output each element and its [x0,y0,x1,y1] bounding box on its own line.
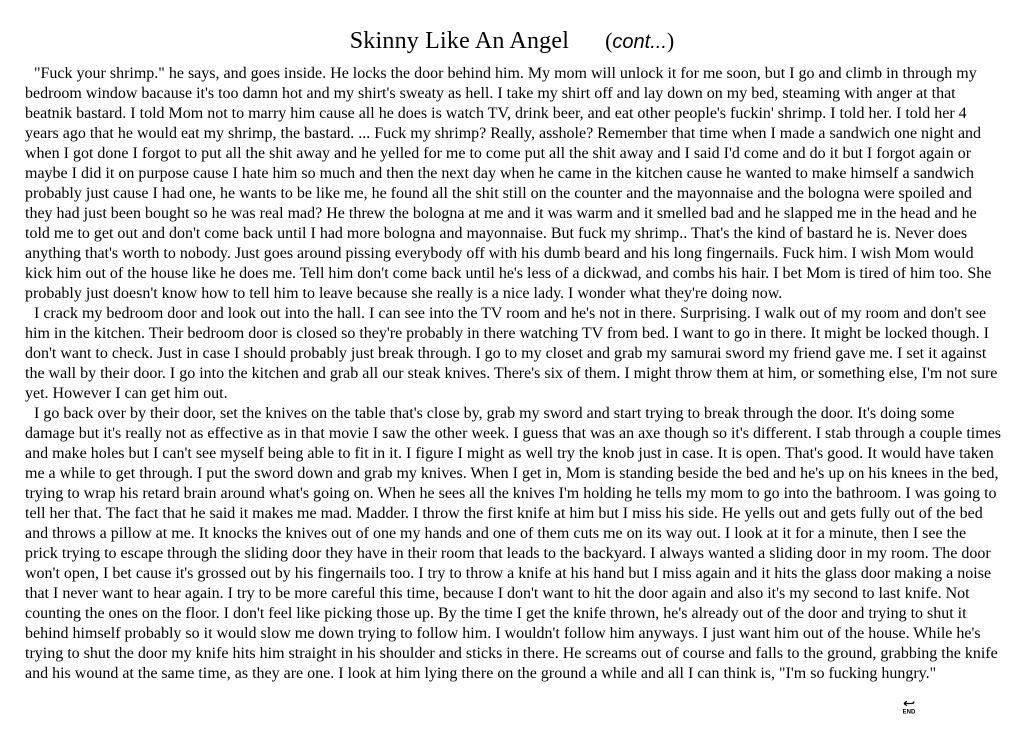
story-paragraph-2: I crack my bedroom door and look out into the hall. I can see into the TV room and he's not in there. Surprising. I walk out of my room and don't see him in the kitchen. Their bedroom door is closed so they're probably in there watching TV from bed. I want to go in there. It might be locked though. I don't want to check. Just in case I should probably just break through. I go to my closet and grab my samurai sword my friend gave me. I set it against the wall by their door. I go into the kitchen and grab all our steak knives. There's six of them. I might throw them at him, or something else, I'm not sure yet. However I can get him out. [25,305,998,402]
story-body [25,64,1001,684]
title-cont-open: ( [605,28,613,53]
story-paragraph-1: "Fuck your shrimp." he says, and goes inside. He locks the door behind him. My mom will unlock it for me soon, but I go and climb in through my bedroom window bacause it's too damn hot and my shirt's sweaty as hell. I take my shirt off and lay down on my bed, steaming with anger at that beatnik bastard. I told Mom not to marry him cause all he does is watch TV, drink beer, and eat other people's fuckin' shrimp. I told her. I told her 4 years ago that he would eat my shrimp, the bastard. ... Fuck my shrimp? Really, asshole? Remember that time when I made a sandwich one night and when I got done I forgot to put all the shit away and he yelled for me to come put all the shit away and I said I'd come and do it but I forgot again or maybe I did it on purpose cause I hate him so much and then the next day when he came in the kitchen cause he wanted to make himself a sandwich probably just cause I had one, he wants to be like me, he found all the shit still on the counter and the mayonnaise and the bologna were spoiled and they had just been bought so he was real mad? He threw the bologna at me and it was warm and it smelled bad and he slapped me in the head and he told me to get out and don't come back until I had more bologna and mayonnaise. But fuck my shrimp.. That's the kind of bastard he is. Never does anything that's worth to nobody. Just goes around pissing everybody off with his dumb beard and his long fingernails. Fuck him. I wish Mom would kick him out of the house like he does me. Tell him don't come back until he's less of a dickwad, and combs his hair. I bet Mom is tired of him too. She probably just doesn't know how to tell him to leave because she really is a nice lady. I wonder what they're doing now. [25,65,992,302]
title-continued [605,28,674,53]
story-paragraph-3: I go back over by their door, set the knives on the table that's close by, grab my sword and start trying to break through the door. It's doing some damage but it's really not as effective as in that movie I saw the other week. I guess that was an axe though so it's different. I stab through a couple times and make holes but I can't see myself being able to fit in it. I figure I might as well try the knob just in case. It is open. That's good. It would have taken me a while to get through. I put the sword down and grab my knives. When I get in, Mom is standing beside the bed and he's up on his knees in the bed, trying to wrap his retard brain around what's going on. When he sees all the knives I'm holding he tells my mom to go into the bathroom. I was going to tell her that. The fact that he said it makes me mad. Madder. I throw the first knife at him but I miss his side. He yells out and gets fully out of the bed and throws a pillow at me. It knocks the knives out of one my hands and one of them cuts me on its way out. I look at it for a minute, then I see the prick trying to escape through the sliding door they have in their room that leads to the backyard. I always wanted a sliding door in my room. The door won't open, I bet cause it's grossed out by his fingernails too. I try to throw a knife at his hand but I miss again and it hits the glass door making a noise that I never want to hear again. I try to be more careful this time, because I don't want to hit the door again and also it's my second to last knife. Not counting the ones on the floor. I don't feel like picking those up. By the time I get the knife thrown, he's already out of the door and trying to shut it behind himself probably so it would slow me down trying to follow him. I wouldn't follow him anyways. I just want him out of the house. While he's trying to shut the door my knife hits him straight in his shoulder and sticks in there. He screams out of course and falls to the ground, grabbing the knife and his wound at the same time, as they are one. I look at him lying there on the ground a while and all I can think is, "I'm so fucking hungry." [25,405,1002,682]
title-cont-word: cont... [612,31,667,53]
end-button[interactable] [901,699,917,715]
end-icon [901,699,917,715]
end-label: END [902,709,916,715]
title-cont-close: ) [666,28,675,53]
story-title: Skinny Like An Angel [349,28,570,54]
page-title [0,28,1024,55]
